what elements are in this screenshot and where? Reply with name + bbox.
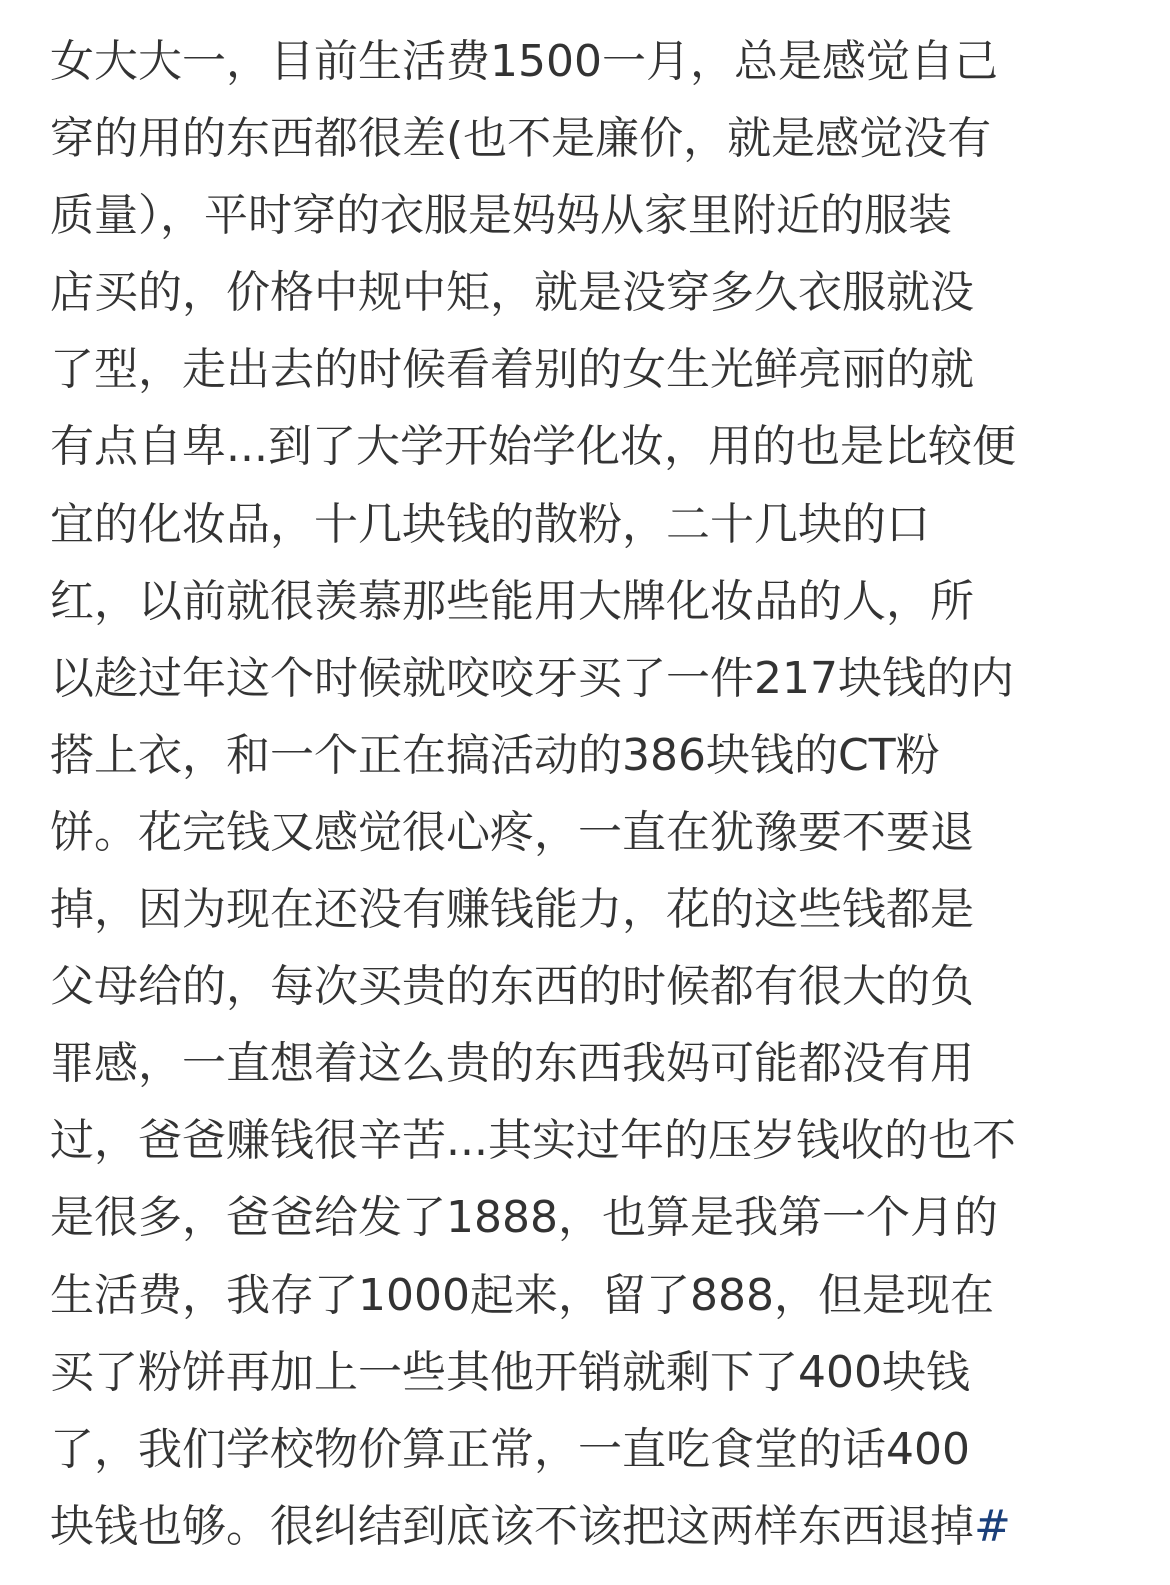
post-line: 有点自卑...到了大学开始学化妆，用的也是比较便 bbox=[50, 421, 1016, 473]
post-line: 红，以前就很羡慕那些能用大牌化妆品的人，所 bbox=[50, 575, 974, 627]
post-line: 掉，因为现在还没有赚钱能力，花的这些钱都是 bbox=[50, 884, 974, 936]
post-line: 了型，走出去的时候看着别的女生光鲜亮丽的就 bbox=[50, 344, 974, 396]
post-line: 店买的，价格中规中矩，就是没穿多久衣服就没 bbox=[50, 267, 974, 319]
post-line-text: 块钱也够。很纠结到底该不该把这两样东西退掉 bbox=[50, 1500, 974, 1552]
post-line: 搭上衣，和一个正在搞活动的386块钱的CT粉 bbox=[50, 729, 940, 781]
post-line: 生活费，我存了1000起来，留了888，但是现在 bbox=[50, 1269, 994, 1321]
hashtag-link[interactable]: # bbox=[974, 1500, 1011, 1552]
post-line: 饼。花完钱又感觉很心疼，一直在犹豫要不要退 bbox=[50, 806, 974, 858]
post-line: 穿的用的东西都很差(也不是廉价，就是感觉没有 bbox=[50, 113, 992, 165]
post-line: 质量），平时穿的衣服是妈妈从家里附近的服装 bbox=[50, 190, 952, 242]
post-line: 以趁过年这个时候就咬咬牙买了一件217块钱的内 bbox=[50, 652, 1014, 704]
post-line: 父母给的，每次买贵的东西的时候都有很大的负 bbox=[50, 961, 974, 1013]
post-line-last bbox=[50, 1488, 1170, 1565]
post-line: 了，我们学校物价算正常，一直吃食堂的话400 bbox=[50, 1423, 970, 1475]
post-line: 女大大一，目前生活费1500一月，总是感觉自己 bbox=[50, 36, 998, 87]
post-line: 宜的化妆品，十几块钱的散粉，二十几块的口 bbox=[50, 498, 930, 550]
post-line: 过，爸爸赚钱很辛苦...其实过年的压岁钱收的也不 bbox=[50, 1115, 1016, 1167]
post-line: 是很多，爸爸给发了1888，也算是我第一个月的 bbox=[50, 1192, 998, 1244]
post-line: 罪感，一直想着这么贵的东西我妈可能都没有用 bbox=[50, 1038, 974, 1090]
post-line: 买了粉饼再加上一些其他开销就剩下了400块钱 bbox=[50, 1346, 970, 1398]
